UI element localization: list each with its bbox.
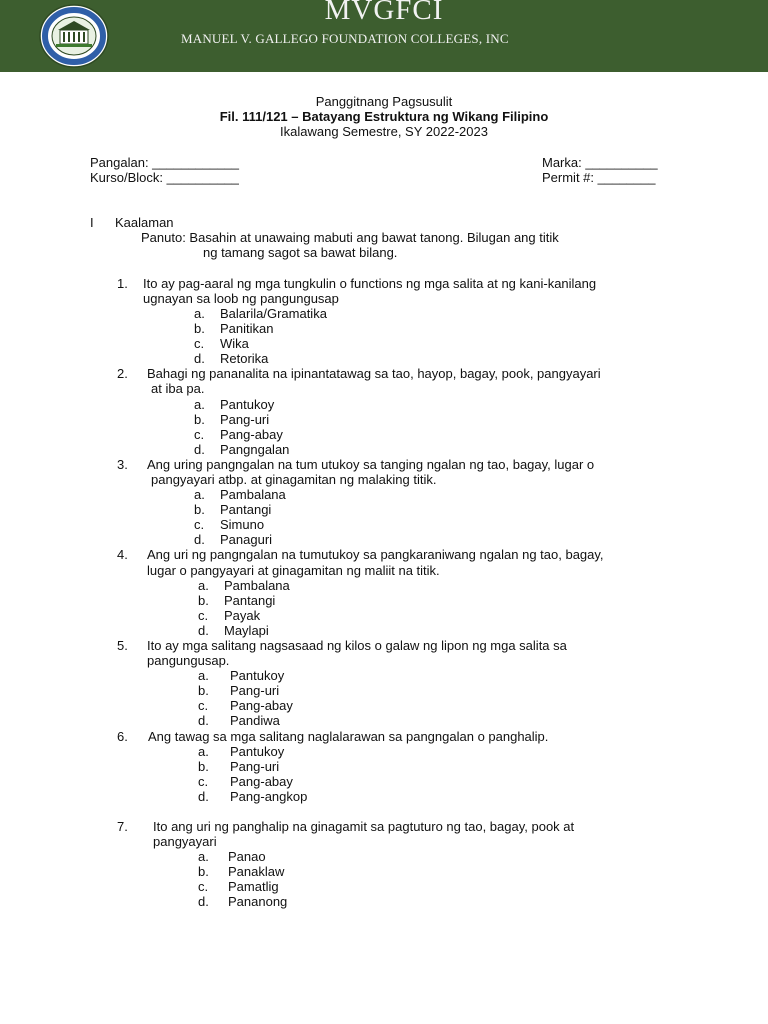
choice-text[interactable]: Panaguri [220,532,273,547]
choice-letter[interactable]: c. [198,774,209,789]
choice-text[interactable]: Pang-angkop [230,789,308,804]
choice-letter[interactable]: b. [194,321,205,336]
choice-letter[interactable]: b. [198,683,209,698]
choice-text[interactable]: Pananong [228,894,288,909]
semester-line: Ikalawang Semestre, SY 2022-2023 [280,124,488,139]
name-field[interactable]: Pangalan: ____________ [90,155,239,170]
choice-letter[interactable]: d. [198,789,209,804]
choice-text[interactable]: Simuno [220,517,265,532]
choice-letter[interactable]: c. [194,427,205,442]
choice-text[interactable]: Pantukoy [230,668,285,683]
choice-letter[interactable]: d. [194,442,205,457]
choice-text[interactable]: Pamatlig [228,879,279,894]
choice-letter[interactable]: a. [198,849,209,864]
choice-text[interactable]: Balarila/Gramatika [220,306,327,321]
course-block-field[interactable]: Kurso/Block: __________ [90,170,239,185]
choice-letter[interactable]: a. [194,487,205,502]
choice-letter[interactable]: a. [198,578,209,593]
exam-title: Panggitnang Pagsusulit [315,94,453,109]
choice-letter[interactable]: c. [198,608,209,623]
choice-text[interactable]: Wika [220,336,249,351]
question-text: pangungusap. [147,653,230,668]
question-text: pangyayari [153,834,217,849]
instruction-line: ng tamang sagot sa bawat bilang. [203,245,398,260]
choice-letter[interactable]: c. [198,698,209,713]
header-banner [0,0,768,72]
question-text: Ang uring pangngalan na tum utukoy sa tanging ngalan ng tao, bagay, lugar o [147,457,595,472]
school-abbreviation: MVGFCI [324,0,444,26]
choice-letter[interactable]: c. [194,517,205,532]
choice-letter[interactable]: c. [194,336,205,351]
school-full-name: MANUEL V. GALLEGO FOUNDATION COLLEGES, INC [181,31,509,46]
choice-letter[interactable]: d. [194,351,205,366]
choice-letter[interactable]: a. [194,306,205,321]
question-text: lugar o pangyayari at ginagamitan ng maliit na titik. [147,563,440,578]
question-text: Ito ay mga salitang nagsasaad ng kilos o galaw ng lipon ng mga salita sa [147,638,567,653]
question-number: 2. [117,366,128,381]
choice-text[interactable]: Pang-uri [230,683,280,698]
choice-text[interactable]: Maylapi [224,623,269,638]
choice-text[interactable]: Pantangi [224,593,276,608]
question-text: Ito ay pag-aaral ng mga tungkulin o functions ng mga salita at ng kani-kanilang [143,276,597,291]
question-number: 5. [117,638,128,653]
section-numeral: I [90,215,94,230]
question-number: 1. [117,276,128,291]
question-text: Ito ang uri ng panghalip na ginagamit sa pagtuturo ng tao, bagay, pook at [153,819,575,834]
choice-letter[interactable]: d. [198,623,209,638]
choice-letter[interactable]: d. [198,713,209,728]
choice-text[interactable]: Pang-abay [230,774,293,789]
choice-text[interactable]: Pang-abay [230,698,293,713]
question-number: 4. [117,547,128,562]
choice-letter[interactable]: b. [198,593,209,608]
choice-letter[interactable]: a. [194,397,205,412]
choice-letter[interactable]: d. [198,894,209,909]
choice-text[interactable]: Pandiwa [230,713,280,728]
question-text: Ang uri ng pangngalan na tumutukoy sa pangkaraniwang ngalan ng tao, bagay, [147,547,604,562]
question-number: 6. [117,729,128,744]
question-text: Bahagi ng pananalita na ipinantatawag sa tao, hayop, bagay, pook, pangyayari [147,366,601,381]
question-text: at iba pa. [151,381,205,396]
question-text: ugnayan sa loob ng pangungusap [143,291,339,306]
choice-letter[interactable]: b. [198,864,209,879]
choice-letter[interactable]: b. [198,759,209,774]
choice-text[interactable]: Pantukoy [230,744,285,759]
choice-text[interactable]: Pantangi [220,502,272,517]
choice-text[interactable]: Retorika [220,351,269,366]
choice-text[interactable]: Pambalana [220,487,286,502]
choice-text[interactable]: Panitikan [220,321,274,336]
question-text: pangyayari atbp. at ginagamitan ng malaking titik. [151,472,437,487]
question-text: Ang tawag sa mga salitang naglalarawan sa pangngalan o panghalip. [148,729,549,744]
course-title: Fil. 111/121 – Batayang Estruktura ng Wikang Filipino [219,109,549,124]
choice-text[interactable]: Pangngalan [220,442,290,457]
score-field[interactable]: Marka: __________ [542,155,658,170]
choice-text[interactable]: Payak [224,608,261,623]
choice-letter[interactable]: d. [194,532,205,547]
section-title: Kaalaman [115,215,174,230]
question-number: 7. [117,819,128,834]
choice-letter[interactable]: b. [194,412,205,427]
choice-text[interactable]: Pang-uri [220,412,270,427]
choice-letter[interactable]: c. [198,879,209,894]
choice-text[interactable]: Pantukoy [220,397,275,412]
choice-letter[interactable]: a. [198,744,209,759]
choice-text[interactable]: Pang-abay [220,427,283,442]
instruction-line: Panuto: Basahin at unawaing mabuti ang bawat tanong. Bilugan ang titik [141,230,559,245]
choice-text[interactable]: Panaklaw [228,864,285,879]
choice-letter[interactable]: b. [194,502,205,517]
question-number: 3. [117,457,128,472]
permit-field[interactable]: Permit #: ________ [542,170,656,185]
choice-text[interactable]: Panao [228,849,266,864]
choice-text[interactable]: Pambalana [224,578,290,593]
choice-text[interactable]: Pang-uri [230,759,280,774]
choice-letter[interactable]: a. [198,668,209,683]
